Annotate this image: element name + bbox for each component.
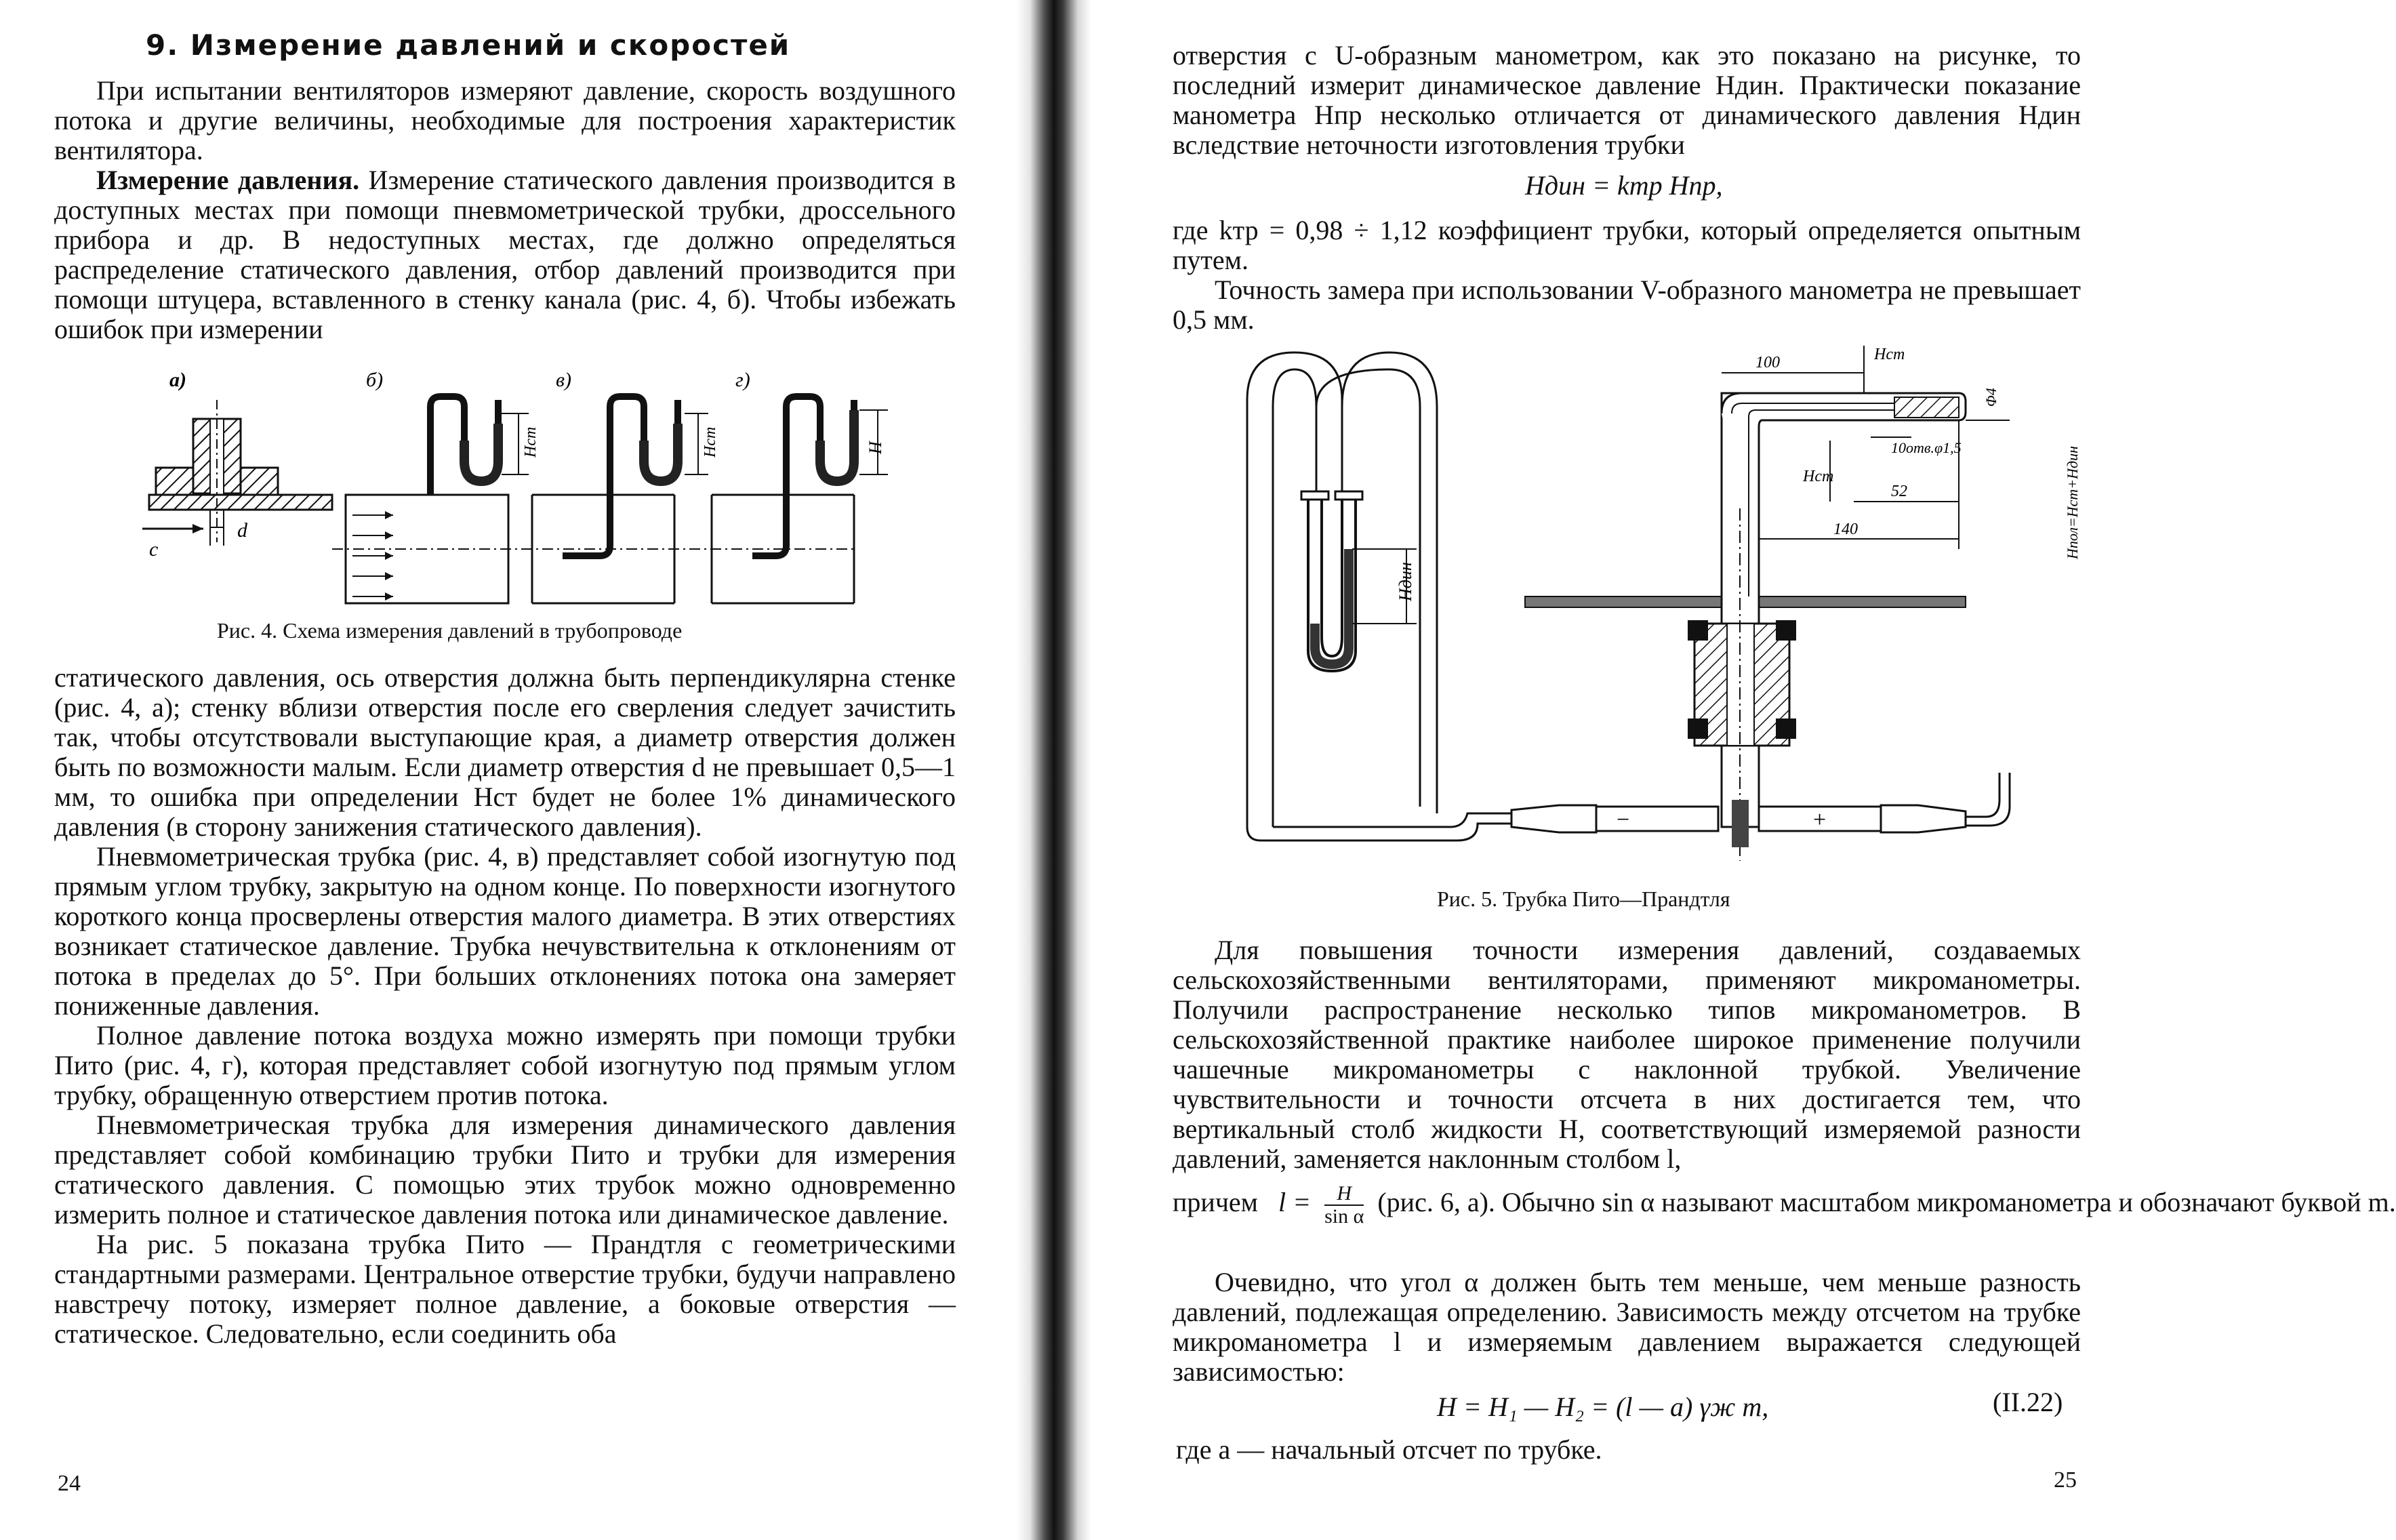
fig4a-fitting — [142, 400, 332, 561]
fig4b-duct — [332, 397, 854, 603]
paragraph: где a — начальный отсчет по трубке. — [1176, 1434, 1602, 1465]
fig4-label-g: г) — [735, 369, 750, 391]
paragraph: Полное давление потока воздуха можно измерять при помощи трубки Пито (рис. 4, г), которая представляет собой изогнутую под прямым углом трубку, обращенную отверстием против потока. — [54, 1020, 956, 1110]
right-text-final — [1173, 1268, 2081, 1387]
fig4g-h: H — [866, 441, 885, 454]
fig5-connectors — [1511, 773, 2010, 832]
fig5-pitot-tube — [1688, 393, 1966, 861]
formula-ii22: H = H₁ — H₂ = (l — a) γж m, — [1437, 1392, 1769, 1422]
paragraph: Пневмометрическая трубка для измерения динамического давления представляет собой комбинацию трубки Пито и трубки для измерения статического давления. С помощью этих трубок можно одновременно измерить полное и статическое давления потока или динамическое давление. — [54, 1110, 956, 1230]
fig5-dim-hst-mid: Hст — [1803, 468, 1834, 485]
right-text-where — [1173, 216, 2081, 335]
fraction — [1324, 1183, 1364, 1228]
fig4-label-b: б) — [366, 369, 384, 391]
formula-number: (II.22) — [1993, 1387, 2063, 1417]
paragraph: где kтр = 0,98 ÷ 1,12 коэффициент трубки, который определяется опытным путем. — [1173, 215, 2081, 275]
left-page — [0, 0, 1030, 1540]
fig5-dim-140: 140 — [1833, 521, 1858, 538]
right-text-top — [1173, 41, 2081, 160]
fig5-dim-100: 100 — [1755, 354, 1780, 371]
formula-kdin: Hдин = kтр Hпр, — [1525, 170, 1723, 201]
fig4v-hst: Hст — [702, 426, 719, 458]
fig4-label-a: а) — [169, 369, 186, 391]
paragraph: отверстия с U-образным манометром, как это показано на рисунке, то последний измерит динамическое давление Hдин. Практически показание манометра Hпр несколько отличается от динамического давления Hдин вследствие неточности изготовления трубки — [1173, 40, 2081, 160]
fig5-hdin: Hдин — [1396, 562, 1415, 601]
right-page — [1084, 0, 2396, 1540]
section-heading: 9. Измерение давлений и скоростей — [146, 28, 791, 62]
fig5-dim-hst-top: Hст — [1874, 346, 1905, 363]
figure-5-caption: Рис. 5. Трубка Пито—Прандтля — [1437, 887, 1730, 911]
figure-4-caption: Рис. 4. Схема измерения давлений в трубопроводе — [217, 618, 683, 643]
fig4-c-label: c — [149, 538, 159, 561]
page-number-left: 24 — [58, 1471, 81, 1496]
fig4g-duct — [712, 397, 888, 603]
fig4b-hst: Hст — [522, 426, 540, 458]
fraction-denominator: sin α — [1324, 1205, 1364, 1228]
fig5-dim-phi4: Φ4 — [1983, 388, 1999, 407]
fig4-d-label: d — [237, 519, 247, 542]
fraction-numerator: H — [1324, 1183, 1364, 1206]
paragraph-text: Измерение статического давления производится в доступных местах при помощи пневмометрической трубки, дроссельного прибора и др. В недоступных местах, где должно определяться распределение статического давления, отбор давлений производится при помощи штуцера, вставленного в стенку канала (рис. 4, б). Чтобы избежать ошибок при измерении — [54, 165, 956, 344]
fig5-u-manometer — [1301, 491, 1417, 671]
paragraph: Очевидно, что угол α должен быть тем меньше, чем меньше разность давлений, подлежащая определению. Зависимость между отсчетом на трубке микроманометра l и измеряемым давлением выражается следующей зависимостью: — [1173, 1267, 2081, 1387]
fig4v-duct — [532, 397, 719, 603]
left-text-top — [54, 76, 956, 344]
page-number-right: 25 — [2054, 1467, 2077, 1493]
figure-5 — [1220, 339, 2081, 874]
right-text-bottom — [1173, 935, 2081, 1174]
fig5-minus: − — [1617, 807, 1630, 832]
fraction-suffix: (рис. 6, а). Обычно sin α называют масштабом микроманометра и обозначают буквой m. — [1377, 1187, 2396, 1218]
paragraph-lead: Измерение давления. — [96, 165, 360, 195]
paragraph: На рис. 5 показана трубка Пито — Прандтля с геометрическими стандартными размерами. Центральное отверстие трубки, будучи направлено навстречу потоку, измеряет полное давление, а боковые отверстия — статическое. Следовательно, если соединить оба — [54, 1229, 956, 1349]
fig5-dim-hpol: Hпол=Hст+Hдин — [2064, 445, 2081, 559]
fig5-plus: + — [1813, 807, 1827, 832]
paragraph — [54, 165, 956, 344]
paragraph: Пневмометрическая трубка (рис. 4, в) представляет собой изогнутую под прямым углом трубку, закрытую на одном конце. По поверхности изогнутого короткого конца просверлены отверстия малого диаметра. В этих отверстиях возникает статическое давление. Трубка нечувствительна к отклонениям от потока в пределах до 5°. При больших отклонениях потока она замеряет пониженные давления. — [54, 841, 956, 1021]
fig4-label-v: в) — [556, 369, 572, 391]
fig5-dimensions — [1722, 346, 2081, 560]
paragraph: Точность замера при использовании V-образного манометра не превышает 0,5 мм. — [1173, 275, 2081, 335]
figure-4 — [122, 359, 895, 617]
paragraph: При испытании вентиляторов измеряют давление, скорость воздушного потока и другие величины, необходимые для построения характеристик вентилятора. — [54, 75, 956, 165]
left-text-bottom — [54, 663, 956, 1349]
fig5-dim-52: 52 — [1891, 483, 1907, 500]
fraction-l: l = — [1278, 1187, 1312, 1218]
fraction-line — [1173, 1182, 2396, 1228]
fig5-dim-holes: 10отв.φ1,5 — [1891, 439, 1962, 456]
paragraph: Для повышения точности измерения давлений, создаваемых сельскохозяйственными вентиляторами, применяют микроманометры. Получили распространение несколько типов микроманометров. В сельскохозяйственной практике наиболее широкое применение получили чашечные микроманометры с наклонной трубкой. Увеличение чувствительности и точности отсчета в них достигается тем, что вертикальный столб жидкости H, соответствующий измеряемой разности давлений, заменяется наклонным столбом l, — [1173, 935, 2081, 1174]
fraction-prefix: причем — [1173, 1187, 1258, 1218]
paragraph: статического давления, ось отверстия должна быть перпендикулярна стенке (рис. 4, а); стенку вблизи отверстия после его сверления следует зачистить так, чтобы отсутствовали выступающие края, а диаметр отверстия должен быть по возможности малым. Если диаметр отверстия d не превышает 0,5—1 мм, то ошибка при определении Hст будет не более 1% динамического давления (в сторону занижения статического давления). — [54, 662, 956, 842]
